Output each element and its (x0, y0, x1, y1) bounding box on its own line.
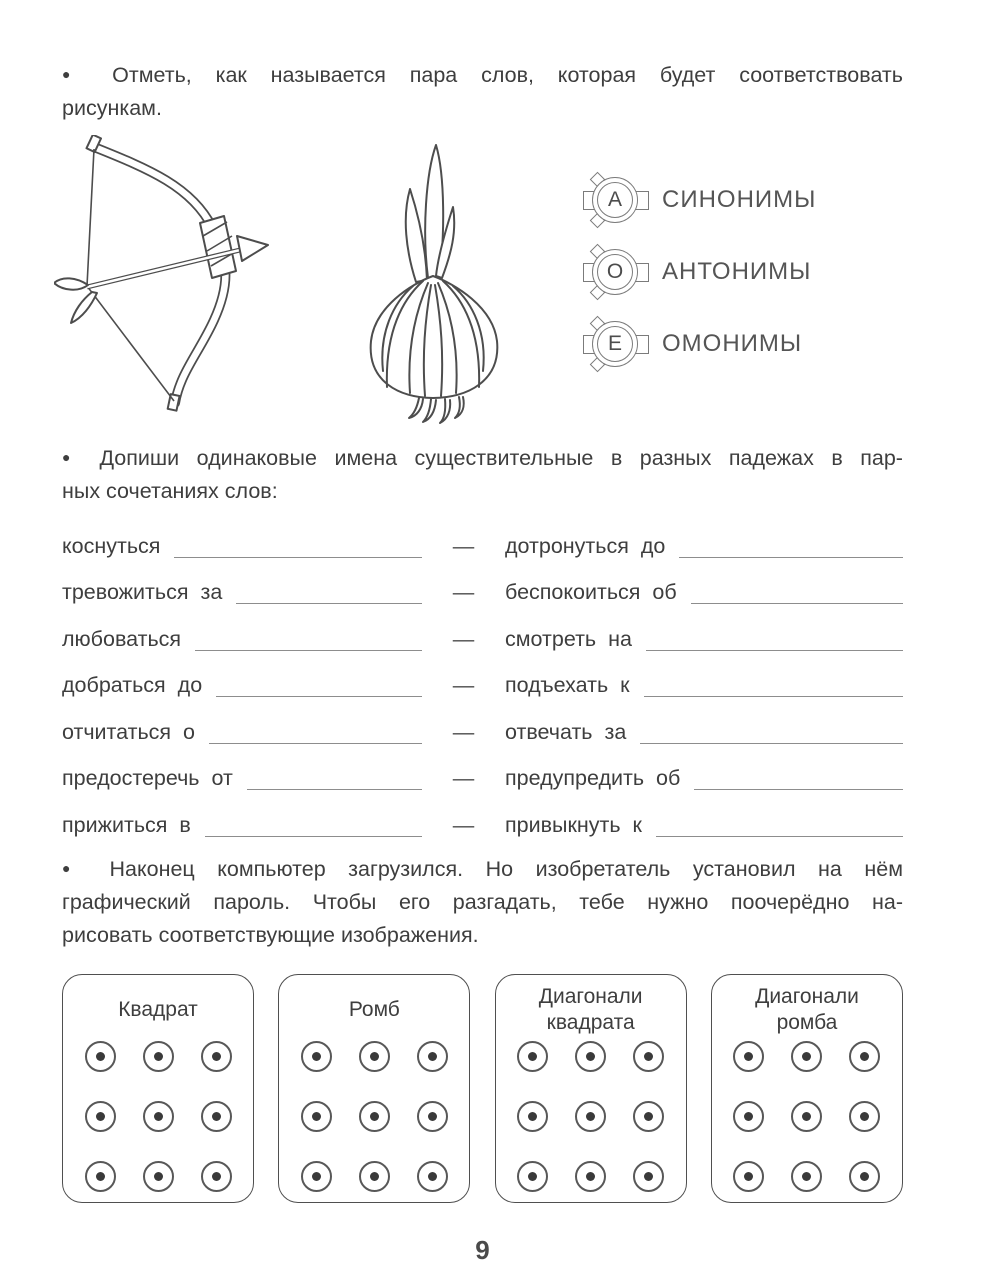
task2-section (62, 441, 903, 838)
dash-separator: — (452, 626, 475, 651)
pair-row (62, 652, 903, 699)
pattern-dot[interactable] (85, 1101, 116, 1132)
pattern-dot[interactable] (733, 1041, 764, 1072)
pattern-dot[interactable] (791, 1041, 822, 1072)
option-e-badge-icon[interactable] (583, 319, 649, 369)
board-title: Диагонали ромба (755, 984, 859, 1034)
answer-blank[interactable] (209, 738, 422, 744)
board-title: Ромб (348, 997, 400, 1021)
option-omonimy[interactable] (583, 319, 816, 369)
option-sinonimy[interactable] (583, 175, 816, 225)
pair-left-word: прижиться в (62, 812, 191, 837)
pattern-dot[interactable] (849, 1161, 880, 1192)
answer-blank[interactable] (174, 552, 422, 558)
pair-right-word: беспокоиться об (505, 580, 677, 604)
pattern-dot[interactable] (85, 1041, 116, 1072)
pattern-dot[interactable] (733, 1161, 764, 1192)
pattern-dot[interactable] (201, 1101, 232, 1132)
pattern-dot[interactable] (517, 1161, 548, 1192)
pair-right-word: отвечать за (505, 719, 627, 744)
pattern-dot[interactable] (201, 1161, 232, 1192)
dash-separator: — (452, 719, 475, 744)
answer-blank[interactable] (236, 598, 422, 604)
task1-text-line1: Отметь, как называется пара слов, которая будет соответствовать (112, 63, 903, 87)
pair-left-word: тревожиться за (62, 580, 223, 604)
pattern-dot[interactable] (301, 1101, 332, 1132)
pattern-board-square-diagonals (495, 974, 687, 1203)
pattern-board-rhombus-diagonals (711, 974, 903, 1203)
dot-grid (279, 1041, 469, 1192)
page-number: 9 (475, 1234, 490, 1265)
board-title: Квадрат (118, 997, 198, 1021)
answer-blank[interactable] (646, 645, 903, 651)
pattern-dot[interactable] (791, 1101, 822, 1132)
dash-separator: — (452, 812, 475, 837)
pair-row (62, 698, 903, 745)
pattern-dot[interactable] (85, 1161, 116, 1192)
pair-left-word: предостеречь от (62, 766, 233, 790)
answer-blank[interactable] (694, 784, 903, 790)
pattern-dot[interactable] (417, 1161, 448, 1192)
onion-drawing (365, 135, 535, 435)
pattern-dot[interactable] (359, 1041, 390, 1072)
pair-row (62, 745, 903, 792)
pattern-dot[interactable] (417, 1101, 448, 1132)
pair-left-word: коснуться (62, 533, 161, 558)
pattern-dot[interactable] (417, 1041, 448, 1072)
pattern-dot[interactable] (517, 1041, 548, 1072)
dash-separator: — (452, 580, 475, 604)
dot-grid (712, 1041, 902, 1192)
pattern-dot[interactable] (143, 1041, 174, 1072)
answer-blank[interactable] (691, 598, 903, 604)
answer-blank[interactable] (205, 831, 422, 837)
pair-left-word: добраться до (62, 673, 203, 697)
option-antonimy-label: АНТОНИМЫ (662, 258, 812, 285)
task1-instruction (62, 58, 903, 125)
pair-left-word: отчитаться о (62, 719, 196, 744)
task2-instruction (62, 441, 903, 508)
bullet-icon: ● (62, 66, 89, 82)
dash-separator: — (452, 533, 475, 558)
word-pairs-list (62, 512, 903, 838)
answer-blank[interactable] (644, 691, 903, 697)
pattern-dot[interactable] (143, 1161, 174, 1192)
pattern-dot[interactable] (143, 1101, 174, 1132)
pattern-dot[interactable] (849, 1101, 880, 1132)
dot-grid (63, 1041, 253, 1192)
answer-blank[interactable] (656, 831, 903, 837)
answer-blank[interactable] (216, 691, 422, 697)
pattern-dot[interactable] (575, 1161, 606, 1192)
answer-blank[interactable] (640, 738, 903, 744)
dot-grid (496, 1041, 686, 1192)
option-antonimy[interactable] (583, 247, 816, 297)
pattern-dot[interactable] (359, 1101, 390, 1132)
pair-row (62, 559, 903, 606)
task3-text-line3: рисовать соответствующие изображения. (62, 922, 479, 947)
task1-text-line2: рисункам. (62, 96, 162, 120)
pair-row (62, 605, 903, 652)
task3-instruction (62, 852, 903, 952)
pattern-board-square (62, 974, 254, 1203)
option-o-letter: О (597, 254, 633, 290)
pair-left-word: любоваться (62, 626, 182, 651)
pair-right-word: смотреть на (505, 626, 632, 651)
pattern-board-rhombus (278, 974, 470, 1203)
pattern-dot[interactable] (733, 1101, 764, 1132)
pattern-dot[interactable] (575, 1101, 606, 1132)
pattern-dot[interactable] (301, 1161, 332, 1192)
task1-options (583, 175, 816, 369)
task3-text-line2: графический пароль. Чтобы его разгадать, тебе нужно поочерёдно на- (62, 889, 903, 914)
option-omonimy-label: ОМОНИМЫ (662, 330, 803, 357)
bullet-icon: ● (62, 449, 82, 465)
answer-blank[interactable] (679, 552, 903, 558)
pattern-dot[interactable] (575, 1041, 606, 1072)
answer-blank[interactable] (195, 645, 422, 651)
task1-figures (62, 131, 903, 415)
pair-right-word: предупредить об (505, 766, 681, 790)
pair-right-word: подъехать к (505, 673, 630, 697)
pattern-dot[interactable] (359, 1161, 390, 1192)
pattern-dot[interactable] (633, 1041, 664, 1072)
pattern-dot[interactable] (633, 1161, 664, 1192)
option-a-badge-icon[interactable] (583, 175, 649, 225)
pattern-dot[interactable] (517, 1101, 548, 1132)
option-e-letter: Е (597, 326, 633, 362)
bow-drawing (54, 135, 324, 420)
bow-and-arrow-icon (54, 135, 324, 415)
option-a-letter: А (597, 182, 633, 218)
option-o-badge-icon[interactable] (583, 247, 649, 297)
pattern-dot[interactable] (791, 1161, 822, 1192)
task2-text-line1: Допиши одинаковые имена существительные в разных падежах в пар- (99, 446, 903, 470)
pattern-dot[interactable] (633, 1101, 664, 1132)
board-title: Диагонали квадрата (538, 984, 643, 1034)
dash-separator: — (452, 766, 475, 790)
task3-text-line1: Наконец компьютер загрузился. Но изобретатель установил на нём (109, 856, 903, 881)
dash-separator: — (452, 673, 475, 697)
bullet-icon: ● (62, 859, 87, 876)
option-sinonimy-label: СИНОНИМЫ (662, 186, 817, 213)
answer-blank[interactable] (247, 784, 422, 790)
task1-section (62, 58, 903, 415)
pattern-boards (62, 974, 903, 1203)
pattern-dot[interactable] (849, 1041, 880, 1072)
onion-icon (365, 135, 535, 430)
pair-row (62, 791, 903, 838)
pair-right-word: дотронуться до (505, 533, 666, 558)
pattern-dot[interactable] (301, 1041, 332, 1072)
task2-text-line2: ных сочетаниях слов: (62, 479, 278, 503)
task3-section (62, 852, 903, 1203)
pair-right-word: привыкнуть к (505, 812, 642, 837)
pair-row (62, 512, 903, 559)
pattern-dot[interactable] (201, 1041, 232, 1072)
